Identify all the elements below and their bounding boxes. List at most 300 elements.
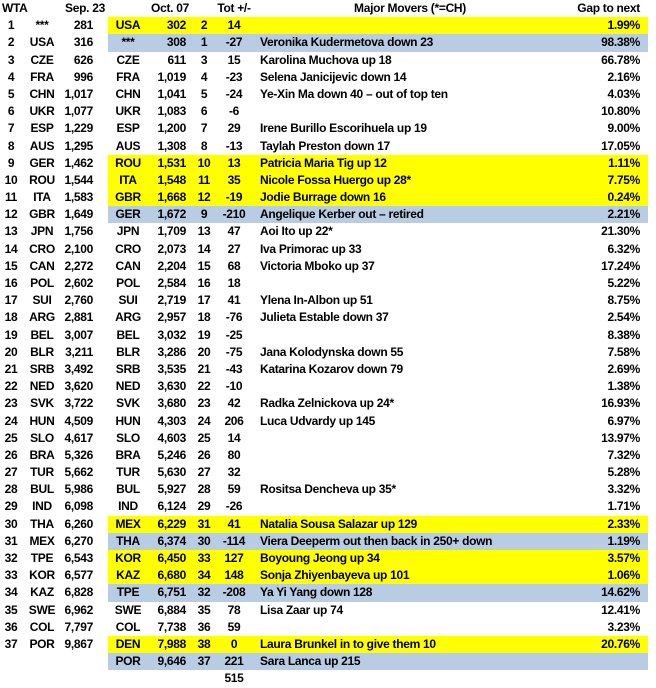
points-current-cell[interactable]: 6,680 [148, 567, 192, 584]
country-current-cell[interactable]: THA [108, 533, 148, 550]
country-prev-cell[interactable]: HUN [29, 413, 55, 428]
total-change-cell[interactable]: 59 [227, 482, 241, 497]
major-mover-cell[interactable] [252, 619, 568, 636]
gap-to-next-cell[interactable]: 13.97% [601, 430, 640, 445]
points-prev-cell[interactable] [62, 653, 108, 670]
total-change-cell[interactable]: -24 [225, 86, 243, 101]
points-current-cell[interactable]: 308 [148, 34, 192, 51]
rank-current-cell[interactable]: 21 [197, 361, 211, 376]
points-current-cell[interactable]: 611 [167, 52, 186, 67]
country-prev-cell[interactable]: USA [29, 35, 55, 50]
rank-current-cell[interactable]: 17 [197, 293, 211, 308]
header-curr-date[interactable]: Oct. 07 [151, 1, 189, 15]
country-prev-cell[interactable]: CAN [29, 258, 55, 273]
points-prev-cell[interactable]: 6,260 [64, 516, 93, 531]
rank-cell[interactable]: 20 [4, 344, 18, 359]
gap-to-next-cell[interactable]: 17.24% [601, 258, 640, 273]
country-current-cell[interactable]: GER [108, 206, 148, 223]
points-current-cell[interactable]: 1,019 [157, 69, 186, 84]
major-mover-cell[interactable]: Ylena In-Albon up 51 [260, 293, 373, 308]
rank-cell[interactable]: 33 [4, 568, 18, 583]
rank-current-cell[interactable]: 26 [197, 447, 211, 462]
rank-current-cell[interactable]: 24 [197, 413, 211, 428]
points-prev-cell[interactable]: 316 [73, 35, 93, 50]
country-prev-cell[interactable]: BEL [30, 327, 54, 342]
gap-to-next-cell[interactable]: 2.16% [607, 69, 640, 84]
total-change-cell[interactable]: 42 [227, 396, 241, 411]
rank-current-cell[interactable]: 29 [197, 499, 211, 514]
major-mover-cell[interactable] [252, 498, 568, 515]
total-change-cell[interactable]: 18 [227, 276, 241, 290]
gap-to-next-cell[interactable]: 5.28% [607, 465, 640, 480]
total-change-cell[interactable]: -43 [225, 361, 243, 376]
points-current-cell[interactable]: 2,073 [157, 241, 186, 256]
points-prev-cell[interactable]: 996 [73, 69, 93, 84]
gap-to-next-cell[interactable]: 66.78% [601, 52, 640, 67]
total-change-cell[interactable]: 78 [227, 602, 241, 617]
major-mover-cell[interactable]: Boyoung Jeong up 34 [252, 550, 568, 567]
rank-current-cell[interactable]: 9 [192, 206, 216, 223]
total-change-cell[interactable]: -10 [225, 379, 243, 394]
points-prev-cell[interactable]: 3,211 [65, 344, 93, 359]
points-current-cell[interactable]: 3,680 [157, 396, 186, 411]
country-current-cell[interactable]: KOR [108, 550, 148, 567]
points-prev-cell[interactable]: 1,462 [64, 155, 93, 170]
rank-current-cell[interactable]: 14 [197, 241, 211, 256]
country-prev-cell[interactable]: BUL [30, 482, 54, 497]
points-current-cell[interactable]: 6,229 [148, 516, 192, 533]
country-current-cell[interactable]: CZE [116, 52, 140, 67]
gap-to-next-cell[interactable]: 2.54% [607, 310, 640, 325]
country-current-cell[interactable]: ITA [108, 172, 148, 189]
total-change-cell[interactable]: -208 [216, 584, 252, 601]
rank-cell[interactable]: 14 [4, 241, 18, 256]
total-change-cell[interactable]: 47 [227, 224, 241, 239]
rank-current-cell[interactable]: 32 [192, 584, 216, 601]
country-current-cell[interactable]: SLO [116, 430, 140, 445]
country-current-cell[interactable]: HUN [115, 413, 141, 428]
total-change-cell[interactable]: -25 [225, 327, 243, 342]
rank-cell[interactable]: 6 [7, 104, 15, 119]
total-change-cell[interactable]: 27 [227, 241, 241, 256]
points-current-cell[interactable]: 3,032 [157, 327, 186, 342]
total-change-cell[interactable]: -6 [228, 104, 240, 119]
points-current-cell[interactable]: 1,709 [157, 224, 186, 239]
country-prev-cell[interactable]: MEX [29, 533, 55, 548]
points-current-cell[interactable]: 4,603 [157, 430, 186, 445]
country-current-cell[interactable]: IND [118, 499, 138, 514]
points-prev-cell[interactable]: 1,544 [64, 172, 93, 187]
points-prev-cell[interactable]: 5,986 [64, 482, 93, 497]
rank-cell[interactable]: 28 [4, 482, 18, 497]
country-current-cell[interactable]: KAZ [108, 567, 148, 584]
total-change-cell[interactable]: -27 [216, 34, 252, 51]
points-prev-cell[interactable]: 6,270 [64, 533, 93, 548]
gap-to-next-cell[interactable]: 3.23% [607, 619, 640, 634]
points-current-cell[interactable]: 7,738 [157, 619, 186, 634]
gap-to-next-cell[interactable]: 0.24% [568, 189, 648, 206]
gap-to-next-cell[interactable]: 1.19% [568, 533, 648, 550]
points-current-cell[interactable]: 1,548 [148, 172, 192, 189]
country-prev-cell[interactable]: KOR [29, 568, 55, 583]
points-current-cell[interactable]: 5,630 [157, 465, 186, 480]
gap-to-next-cell[interactable]: 3.32% [607, 482, 640, 497]
country-current-cell[interactable]: GBR [108, 189, 148, 206]
rank-cell[interactable] [0, 653, 22, 670]
total-change-cell[interactable]: 148 [216, 567, 252, 584]
points-current-cell[interactable]: 4,303 [157, 413, 186, 428]
gap-to-next-cell[interactable]: 1.99% [568, 17, 648, 34]
country-prev-cell[interactable]: SUI [32, 293, 52, 308]
major-mover-cell[interactable] [252, 378, 568, 395]
rank-current-cell[interactable]: 5 [200, 86, 208, 101]
rank-cell[interactable]: 24 [4, 413, 18, 428]
rank-current-cell[interactable]: 22 [197, 379, 211, 394]
rank-current-cell[interactable]: 10 [192, 155, 216, 172]
points-prev-cell[interactable]: 4,509 [64, 413, 93, 428]
rank-current-cell[interactable]: 6 [200, 104, 208, 119]
major-mover-cell[interactable]: Rositsa Dencheva up 35* [260, 482, 396, 497]
country-current-cell[interactable]: NED [115, 379, 141, 394]
rank-current-cell[interactable]: 13 [197, 224, 211, 239]
rank-current-cell[interactable]: 11 [192, 172, 216, 189]
country-prev-cell[interactable]: IND [32, 499, 52, 514]
country-prev-cell[interactable]: SRB [29, 361, 55, 376]
points-prev-cell[interactable]: 6,962 [64, 602, 93, 617]
gap-to-next-cell[interactable]: 1.11% [568, 155, 648, 172]
total-change-cell[interactable]: 221 [216, 653, 252, 670]
country-prev-cell[interactable]: SWE [28, 602, 56, 617]
points-prev-cell[interactable]: 1,017 [64, 86, 93, 101]
points-current-cell[interactable]: 1,668 [148, 189, 192, 206]
rank-cell[interactable]: 10 [4, 172, 18, 187]
points-current-cell[interactable]: 5,246 [157, 447, 186, 462]
rank-current-cell[interactable]: 2 [192, 17, 216, 34]
rank-cell[interactable]: 23 [4, 396, 18, 411]
total-change-cell[interactable]: 59 [227, 619, 241, 634]
rank-current-cell[interactable]: 30 [192, 533, 216, 550]
country-prev-cell[interactable]: ARG [29, 310, 55, 325]
country-current-cell[interactable]: *** [108, 34, 148, 51]
points-current-cell[interactable]: 1,308 [157, 138, 186, 153]
total-change-cell[interactable]: 80 [227, 447, 241, 462]
total-change-cell[interactable]: 206 [224, 413, 244, 428]
gap-to-next-cell[interactable]: 1.06% [568, 567, 648, 584]
points-prev-cell[interactable]: 3,722 [64, 396, 93, 411]
rank-cell[interactable]: 21 [4, 361, 18, 376]
points-current-cell[interactable]: 7,988 [148, 636, 192, 653]
points-prev-cell[interactable]: 4,617 [64, 430, 93, 445]
country-prev-cell[interactable]: JPN [30, 224, 54, 239]
points-prev-cell[interactable]: 3,492 [64, 361, 93, 376]
points-current-cell[interactable]: 3,286 [157, 344, 186, 359]
major-mover-cell[interactable]: Ye-Xin Ma down 40 – out of top ten [260, 86, 448, 101]
points-prev-cell[interactable]: 6,543 [64, 551, 93, 565]
rank-current-cell[interactable]: 36 [197, 619, 211, 634]
major-mover-cell[interactable]: Katarina Kozarov down 79 [260, 361, 403, 376]
rank-cell[interactable]: 31 [4, 533, 18, 548]
rank-cell[interactable]: 27 [4, 465, 18, 480]
country-current-cell[interactable]: TPE [108, 584, 148, 601]
rank-cell[interactable]: 35 [4, 602, 18, 617]
major-mover-cell[interactable]: Jana Kolodynska down 55 [260, 344, 404, 359]
points-current-cell[interactable]: 2,957 [157, 310, 186, 325]
points-prev-cell[interactable]: 3,620 [64, 379, 93, 394]
points-prev-cell[interactable]: 6,577 [64, 568, 93, 583]
major-mover-cell[interactable]: Radka Zelnickova up 24* [260, 396, 394, 411]
points-prev-cell[interactable]: 1,756 [64, 224, 93, 239]
major-mover-cell[interactable]: Laura Brunkel in to give them 10 [252, 636, 568, 653]
major-mover-cell[interactable]: Angelique Kerber out – retired [252, 206, 568, 223]
rank-current-cell[interactable]: 33 [192, 550, 216, 567]
gap-to-next-cell[interactable]: 4.03% [607, 86, 640, 101]
total-change-cell[interactable]: 41 [227, 293, 241, 308]
rank-current-cell[interactable]: 28 [197, 482, 211, 497]
major-mover-cell[interactable] [252, 464, 568, 481]
rank-current-cell[interactable]: 15 [197, 258, 211, 273]
total-change-cell[interactable]: 32 [227, 465, 241, 480]
rank-current-cell[interactable]: 23 [197, 396, 211, 411]
gap-to-next-cell[interactable]: 98.38% [568, 34, 648, 51]
points-prev-cell[interactable]: 281 [73, 18, 93, 33]
total-change-cell[interactable]: 41 [216, 516, 252, 533]
points-prev-cell[interactable]: 1,077 [64, 104, 93, 119]
country-prev-cell[interactable]: COL [29, 619, 55, 634]
total-change-cell[interactable]: -26 [225, 499, 243, 514]
points-prev-cell[interactable]: 5,326 [64, 447, 93, 462]
major-mover-cell[interactable]: Viera Deeperm out then back in 250+ down [252, 533, 568, 550]
total-change-cell[interactable]: 15 [227, 52, 241, 67]
country-prev-cell[interactable]: ROU [29, 172, 55, 187]
rank-cell[interactable]: 11 [4, 190, 18, 205]
country-prev-cell[interactable]: GBR [29, 207, 55, 222]
points-current-cell[interactable]: 6,374 [148, 533, 192, 550]
rank-cell[interactable]: 37 [4, 636, 18, 651]
country-current-cell[interactable]: CRO [115, 241, 141, 256]
country-current-cell[interactable]: DEN [108, 636, 148, 653]
major-mover-cell[interactable] [252, 327, 568, 344]
points-prev-cell[interactable]: 5,662 [64, 465, 93, 480]
country-current-cell[interactable]: BEL [116, 327, 140, 342]
points-current-cell[interactable]: 1,672 [148, 206, 192, 223]
points-current-cell[interactable]: 6,124 [157, 499, 186, 514]
country-prev-cell[interactable]: THA [30, 516, 54, 531]
points-prev-cell[interactable]: 2,760 [64, 293, 93, 308]
rank-cell[interactable]: 22 [4, 379, 18, 394]
rank-cell[interactable]: 32 [4, 551, 18, 565]
points-current-cell[interactable]: 9,646 [148, 653, 192, 670]
country-current-cell[interactable]: AUS [115, 138, 141, 153]
gap-to-next-cell[interactable]: 20.76% [568, 636, 648, 653]
country-prev-cell[interactable]: *** [35, 18, 49, 33]
rank-cell[interactable]: 29 [4, 499, 18, 514]
points-current-cell[interactable]: 302 [148, 17, 192, 34]
country-prev-cell[interactable]: SVK [30, 396, 54, 411]
gap-to-next-cell[interactable]: 6.32% [607, 241, 640, 256]
major-mover-cell[interactable] [252, 430, 568, 447]
rank-current-cell[interactable]: 27 [197, 465, 211, 480]
rank-cell[interactable]: 36 [4, 619, 18, 634]
country-current-cell[interactable]: SUI [118, 293, 138, 308]
major-mover-cell[interactable] [252, 17, 568, 34]
country-prev-cell[interactable]: TPE [30, 551, 54, 565]
country-current-cell[interactable]: MEX [108, 516, 148, 533]
rank-cell[interactable]: 3 [7, 52, 15, 67]
points-current-cell[interactable]: 2,584 [157, 276, 186, 290]
gap-to-next-cell[interactable]: 10.80% [601, 104, 640, 119]
points-current-cell[interactable]: 3,630 [157, 379, 186, 394]
rank-cell[interactable]: 30 [4, 516, 18, 531]
total-change-cell[interactable]: 35 [216, 172, 252, 189]
gap-to-next-cell[interactable]: 7.75% [568, 172, 648, 189]
total-change-cell[interactable]: 0 [216, 636, 252, 653]
points-prev-cell[interactable]: 2,881 [64, 310, 93, 325]
country-current-cell[interactable]: BLR [116, 344, 140, 359]
major-mover-cell[interactable]: Irene Burillo Escorihuela up 19 [260, 121, 427, 136]
country-prev-cell[interactable]: ESP [30, 121, 54, 136]
major-mover-cell[interactable] [252, 447, 568, 464]
major-mover-cell[interactable]: Taylah Preston down 17 [260, 138, 390, 153]
total-change-cell[interactable]: -114 [216, 533, 252, 550]
country-current-cell[interactable]: POL [116, 276, 140, 290]
gap-to-next-cell[interactable]: 8.75% [607, 293, 640, 308]
country-current-cell[interactable]: TUR [116, 465, 140, 480]
country-current-cell[interactable]: SVK [116, 396, 140, 411]
gap-to-next-cell[interactable]: 2.69% [607, 361, 640, 376]
rank-current-cell[interactable]: 16 [197, 276, 211, 290]
rank-current-cell[interactable]: 4 [200, 69, 208, 84]
major-mover-cell[interactable]: Sara Lanca up 215 [252, 653, 568, 670]
gap-to-next-cell[interactable]: 2.21% [568, 206, 648, 223]
gap-to-next-cell[interactable]: 2.33% [568, 516, 648, 533]
country-current-cell[interactable]: CHN [115, 86, 141, 101]
rank-cell[interactable]: 17 [4, 293, 18, 308]
rank-cell[interactable]: 19 [4, 327, 18, 342]
country-prev-cell[interactable]: FRA [30, 69, 54, 84]
header-total-change[interactable]: Tot +/- [217, 1, 251, 15]
points-prev-cell[interactable]: 1,229 [64, 121, 93, 136]
points-current-cell[interactable]: 2,719 [157, 293, 186, 308]
country-prev-cell[interactable]: UKR [29, 104, 55, 119]
rank-current-cell[interactable]: 35 [197, 602, 211, 617]
points-prev-cell[interactable]: 6,828 [64, 585, 93, 600]
points-prev-cell[interactable]: 1,295 [64, 138, 93, 153]
points-current-cell[interactable]: 6,884 [157, 602, 186, 617]
gap-to-next-cell[interactable]: 14.62% [568, 584, 648, 601]
gap-to-next-cell[interactable]: 17.05% [601, 138, 640, 153]
gap-to-next-cell[interactable]: 8.38% [607, 327, 640, 342]
country-prev-cell[interactable]: KAZ [30, 585, 54, 600]
points-prev-cell[interactable]: 3,007 [64, 327, 93, 342]
rank-cell[interactable]: 26 [4, 447, 18, 462]
gap-to-next-cell[interactable]: 5.22% [607, 276, 640, 290]
rank-current-cell[interactable]: 34 [192, 567, 216, 584]
major-mover-cell[interactable]: Nicole Fossa Huergo up 28* [252, 172, 568, 189]
total-change-cell[interactable]: 13 [216, 155, 252, 172]
country-current-cell[interactable]: COL [115, 619, 141, 634]
country-current-cell[interactable]: JPN [116, 224, 140, 239]
country-prev-cell[interactable]: SLO [30, 430, 54, 445]
total-change-cell[interactable]: -23 [225, 69, 243, 84]
points-current-cell[interactable]: 2,204 [157, 258, 186, 273]
gap-to-next-cell[interactable]: 9.00% [607, 121, 640, 136]
major-mover-cell[interactable]: Lisa Zaar up 74 [260, 602, 343, 617]
rank-cell[interactable]: 25 [4, 430, 18, 445]
rank-current-cell[interactable]: 8 [200, 138, 208, 153]
gap-to-next-cell[interactable]: 7.32% [607, 447, 640, 462]
major-mover-cell[interactable] [252, 103, 568, 120]
country-prev-cell[interactable]: POR [29, 636, 55, 651]
country-current-cell[interactable]: SWE [114, 602, 142, 617]
country-current-cell[interactable]: ROU [108, 155, 148, 172]
major-mover-cell[interactable]: Patricia Maria Tig up 12 [252, 155, 568, 172]
country-prev-cell[interactable]: CZE [30, 52, 54, 67]
country-current-cell[interactable]: USA [108, 17, 148, 34]
major-mover-cell[interactable]: Selena Janicijevic down 14 [260, 69, 407, 84]
country-current-cell[interactable]: ESP [116, 121, 140, 136]
points-current-cell[interactable]: 1,041 [157, 86, 186, 101]
header-prev-date[interactable]: Sep. 23 [65, 1, 105, 15]
total-change-cell[interactable]: -76 [225, 310, 243, 325]
country-prev-cell[interactable]: NED [29, 379, 55, 394]
rank-current-cell[interactable]: 31 [192, 516, 216, 533]
points-prev-cell[interactable]: 7,797 [64, 619, 93, 634]
total-change-sum-cell[interactable]: 515 [224, 671, 244, 686]
rank-cell[interactable]: 1 [7, 18, 15, 33]
major-mover-cell[interactable] [252, 275, 568, 292]
major-mover-cell[interactable]: Jodie Burrage down 16 [252, 189, 568, 206]
country-prev-cell[interactable]: POL [30, 276, 54, 290]
gap-to-next-cell[interactable]: 6.97% [607, 413, 640, 428]
points-current-cell[interactable]: 1,200 [157, 121, 186, 136]
total-change-cell[interactable]: 68 [227, 258, 241, 273]
rank-current-cell[interactable]: 19 [197, 327, 211, 342]
header-major-movers[interactable]: Major Movers (*=CH) [354, 1, 466, 15]
rank-cell[interactable]: 7 [7, 121, 15, 136]
major-mover-cell[interactable]: Luca Udvardy up 145 [260, 413, 376, 428]
points-current-cell[interactable]: 3,535 [157, 361, 186, 376]
total-change-cell[interactable]: 14 [227, 430, 241, 445]
points-prev-cell[interactable]: 626 [73, 52, 93, 67]
country-prev-cell[interactable]: ITA [33, 190, 51, 205]
points-current-cell[interactable]: 1,083 [157, 104, 186, 119]
rank-cell[interactable]: 5 [7, 86, 15, 101]
rank-current-cell[interactable]: 3 [200, 52, 208, 67]
points-prev-cell[interactable]: 2,100 [64, 241, 93, 256]
points-prev-cell[interactable]: 6,098 [64, 499, 93, 514]
header-rank[interactable]: WTA [2, 1, 28, 15]
total-change-cell[interactable]: 29 [227, 121, 241, 136]
major-mover-cell[interactable]: Aoi Ito up 22* [260, 224, 333, 239]
major-mover-cell[interactable]: Natalia Sousa Salazar up 129 [252, 516, 568, 533]
total-change-cell[interactable]: -13 [225, 138, 243, 153]
points-current-cell[interactable]: 6,450 [148, 550, 192, 567]
total-change-cell[interactable]: 127 [216, 550, 252, 567]
country-prev-cell[interactable]: BRA [29, 447, 55, 462]
country-prev-cell[interactable] [22, 653, 62, 670]
rank-cell[interactable]: 8 [7, 138, 15, 153]
major-mover-cell[interactable]: Victoria Mboko up 37 [260, 258, 375, 273]
major-mover-cell[interactable]: Iva Primorac up 33 [260, 241, 362, 256]
rank-cell[interactable]: 2 [7, 35, 15, 50]
country-prev-cell[interactable]: GER [29, 155, 55, 170]
gap-to-next-cell[interactable]: 1.71% [607, 499, 640, 514]
rank-current-cell[interactable]: 25 [197, 430, 211, 445]
header-gap-to-next[interactable]: Gap to next [577, 1, 640, 15]
gap-to-next-cell[interactable]: 1.38% [607, 379, 640, 394]
country-prev-cell[interactable]: TUR [30, 465, 54, 480]
country-prev-cell[interactable]: BLR [30, 344, 54, 359]
